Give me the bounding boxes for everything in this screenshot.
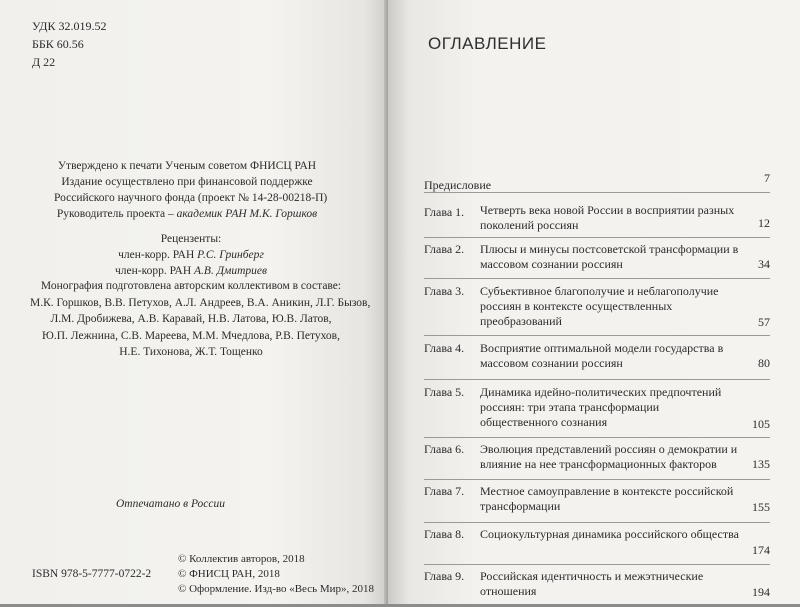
authors-line: Л.М. Дробижева, А.В. Каравай, Н.В. Латова, Ю.В. Латов, (50, 313, 332, 325)
toc-divider (424, 335, 770, 336)
toc-divider (424, 437, 770, 438)
project-leader-prefix: Руководитель проекта – (56, 208, 174, 220)
toc-entry-chapter-3 (424, 281, 770, 338)
toc-entry-chapter-1 (424, 194, 770, 238)
authors-line: Ю.П. Лежнина, С.В. Мареева, М.М. Мчедлова, Р.В. Петухов, (42, 329, 340, 342)
foundation-line: Российского научного фонда (проект № 14-28-00218-П) (54, 192, 328, 204)
printed-in: Отпечатано в России (116, 498, 226, 510)
project-leader-name: академик РАН М.К. Горшков (176, 208, 318, 220)
classification-codes (32, 17, 106, 71)
toc-entry-page: 34 (758, 257, 770, 271)
reviewer-rank: член-корр. РАН (114, 265, 192, 277)
toc-entry-page: 12 (758, 216, 770, 230)
table-of-contents (424, 168, 770, 607)
toc-entry-page: 57 (758, 315, 770, 329)
authors-line: Н.Е. Тихонова, Ж.Т. Тощенко (119, 346, 263, 358)
toc-entry-title: Субъективное благополучие и неблагополучие россиян в контексте осуществленных преобразований (480, 284, 719, 328)
udc-code: УДК 32.019.52 (32, 19, 107, 33)
toc-entry-page: 105 (752, 417, 770, 431)
toc-entry-page: 155 (752, 500, 770, 514)
authors-line: М.К. Горшков, В.В. Петухов, А.Л. Андреев, В.А. Аникин, Л.Г. Бызов, (30, 296, 371, 309)
left-page (0, 0, 388, 604)
toc-entry-label: Предисловие (424, 178, 492, 192)
reviewers-block (30, 231, 352, 279)
toc-entry-chapter-5 (424, 382, 770, 440)
toc-entry-chapter-9 (424, 567, 770, 607)
toc-divider (424, 564, 770, 565)
toc-entry-chapter-8 (424, 525, 770, 567)
toc-divider (424, 192, 770, 193)
toc-divider (424, 479, 770, 480)
authors-intro: Монография подготовлена авторским коллективом в составе: (40, 280, 342, 292)
reviewer (30, 247, 352, 263)
approval-block (54, 158, 328, 222)
toc-entry-title: Российская идентичность и межэтнические отношения (480, 569, 704, 598)
toc-divider (424, 379, 770, 380)
toc-entry-title: Местное самоуправление в контексте российской трансформации (480, 484, 734, 513)
reviewer (30, 263, 352, 279)
toc-entry-label: Глава 2. (424, 242, 465, 256)
toc-entry-title: Эволюция представлений россиян о демократии и влияние на нее трансформационных факторов (480, 442, 738, 471)
funding-line: Издание осуществлено при финансовой поддержке (61, 176, 313, 188)
reviewer-rank: член-корр. РАН (118, 249, 195, 261)
toc-entry-page: 174 (752, 543, 770, 557)
isbn: ISBN 978-5-7777-0722-2 (32, 568, 152, 580)
toc-entry-page: 194 (752, 585, 770, 599)
toc-divider (424, 278, 770, 279)
toc-entry-preface (424, 168, 770, 194)
toc-entry-label: Глава 7. (424, 484, 465, 498)
toc-entry-label: Глава 6. (424, 442, 465, 456)
approval-line: Утверждено к печати Ученым советом ФНИСЦ РАН (57, 160, 317, 172)
toc-entry-title: Плюсы и минусы постсоветской трансформации в массовом сознании россиян (480, 242, 739, 271)
toc-entry-label: Глава 1. (424, 205, 465, 219)
toc-entry-page: 80 (758, 356, 770, 370)
toc-entry-chapter-2 (424, 238, 770, 281)
reviewers-title: Рецензенты: (160, 233, 222, 245)
bbk-code: ББК 60.56 (32, 37, 84, 51)
reviewer-name: Р.С. Гринберг (197, 249, 264, 261)
reviewer-name: А.В. Дмитриев (194, 265, 267, 277)
authors-block (30, 278, 371, 361)
toc-entry-title: Четверть века новой России в восприятии разных поколений россиян (480, 203, 735, 232)
toc-entry-label: Глава 3. (424, 284, 465, 298)
toc-entry-title: Социокультурная динамика российского общества (480, 527, 739, 541)
copyright-line: © Оформление. Изд-во «Весь Мир», 2018 (178, 583, 375, 595)
toc-divider (424, 522, 770, 523)
toc-entry-title: Динамика идейно-политических предпочтений россиян: три этапа трансформации общественного сознания (480, 385, 722, 429)
toc-entry-label: Глава 4. (424, 341, 465, 355)
copyright-line: © ФНИСЦ РАН, 2018 (178, 568, 280, 580)
toc-entry-chapter-6 (424, 440, 770, 482)
copyright-line: © Коллектив авторов, 2018 (178, 553, 305, 565)
toc-entry-label: Глава 9. (424, 569, 465, 583)
toc-title: ОГЛАВЛЕНИЕ (428, 34, 547, 53)
toc-entry-title: Восприятие оптимальной модели государства в массовом сознании россиян (480, 341, 724, 370)
toc-entry-page: 7 (764, 171, 770, 185)
project-leader (54, 206, 320, 222)
toc-entry-label: Глава 5. (424, 385, 465, 399)
toc-entry-chapter-4 (424, 338, 770, 382)
toc-entry-label: Глава 8. (424, 527, 465, 541)
toc-entry-chapter-7 (424, 482, 770, 525)
copyright-block (178, 552, 374, 597)
author-mark: Д 22 (32, 55, 56, 69)
toc-entry-page: 135 (752, 457, 770, 471)
